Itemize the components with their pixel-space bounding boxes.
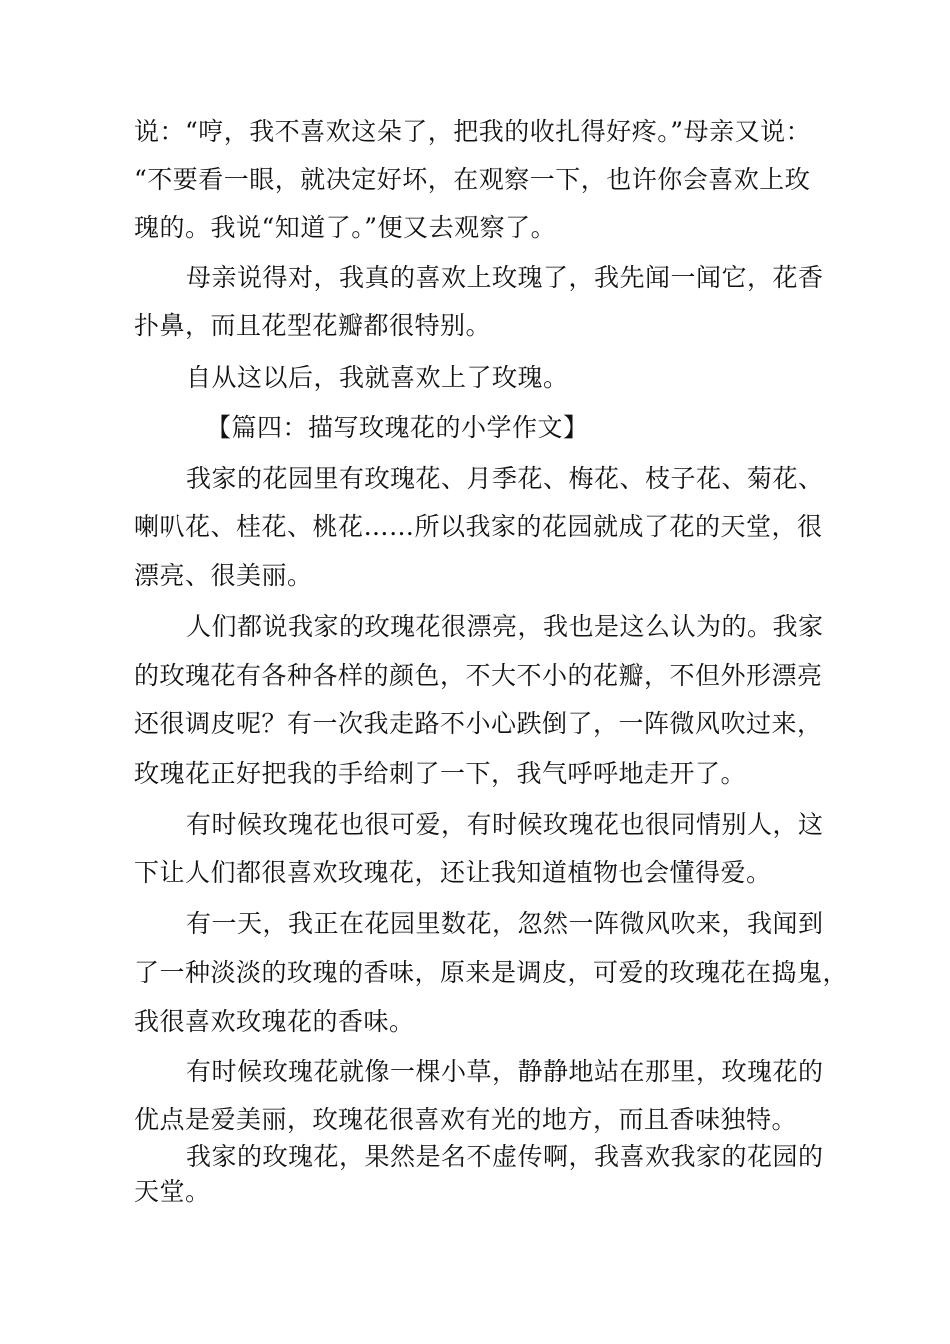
text-line: 玫瑰花正好把我的手给刺了一下，我气呼呼地走开了。 bbox=[134, 759, 747, 788]
paragraph-first-line: 我家的玫瑰花，果然是名不虚传啊，我喜欢我家的花园的 bbox=[186, 1142, 824, 1171]
text-line: 的玫瑰花有各种各样的颜色，不大不小的花瓣，不但外形漂亮 bbox=[134, 661, 823, 690]
text-line: 说：“哼，我不喜欢这朵了，把我的收扎得好疼。”母亲又说： bbox=[134, 117, 812, 146]
text-line: 了一种淡淡的玫瑰的香味，原来是调皮，可爱的玫瑰花在捣鬼， bbox=[134, 958, 849, 987]
paragraph-first-line: 我家的花园里有玫瑰花、月季花、梅花、枝子花、菊花、 bbox=[186, 464, 824, 493]
text-line: 我很喜欢玫瑰花的香味。 bbox=[134, 1007, 415, 1036]
paragraph-first-line: 自从这以后，我就喜欢上了玫瑰。 bbox=[186, 363, 569, 392]
text-line: 瑰的。我说“知道了。”便又去观察了。 bbox=[134, 213, 557, 242]
text-line: 喇叭花、桂花、桃花……所以我家的花园就成了花的天堂，很 bbox=[134, 512, 823, 541]
paragraph-first-line: 人们都说我家的玫瑰花很漂亮，我也是这么认为的。我家 bbox=[186, 612, 824, 641]
text-line: 扑鼻，而且花型花瓣都很特别。 bbox=[134, 311, 492, 340]
section-heading: 【篇四：描写玫瑰花的小学作文】 bbox=[206, 413, 589, 442]
text-line: 下让人们都很喜欢玫瑰花，还让我知道植物也会懂得爱。 bbox=[134, 858, 772, 887]
text-line: “不要看一眼，就决定好坏，在观察一下，也许你会喜欢上玫 bbox=[134, 165, 811, 194]
paragraph-first-line: 有一天，我正在花园里数花，忽然一阵微风吹来，我闻到 bbox=[186, 909, 824, 938]
text-line: 优点是爱美丽，玫瑰花很喜欢有光的地方，而且香味独特。 bbox=[134, 1105, 798, 1134]
paragraph-first-line: 母亲说得对，我真的喜欢上玫瑰了，我先闻一闻它，花香 bbox=[186, 263, 824, 292]
text-line: 漂亮、很美丽。 bbox=[134, 561, 313, 590]
text-line: 还很调皮呢？有一次我走路不小心跌倒了，一阵微风吹过来， bbox=[134, 709, 823, 738]
paragraph-first-line: 有时候玫瑰花也很可爱，有时候玫瑰花也很同情别人，这 bbox=[186, 810, 824, 839]
text-line: 天堂。 bbox=[134, 1177, 211, 1206]
paragraph-first-line: 有时候玫瑰花就像一棵小草，静静地站在那里，玫瑰花的 bbox=[186, 1057, 824, 1086]
